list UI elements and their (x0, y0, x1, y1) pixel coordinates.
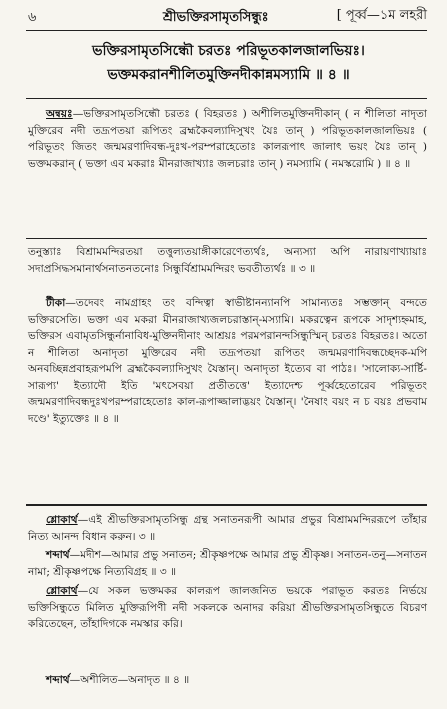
sabdartha-text: —মদীশ—আমার প্রভু সনাতন; শ্রীকৃষ্ণপক্ষে আমার প্রভু শ্রীকৃষ্ণ। সনাতন-তনু—সনাতন নামা; শ্রীকৃষ্ণপক্ষে নিত্যবিগ্রহ ॥ ৩ ॥ (28, 549, 427, 578)
header-rule (26, 30, 427, 31)
sabdartha-label: শব্দার্থ (46, 549, 70, 561)
commentary-continuation (28, 244, 427, 277)
slokartha-label: শ্লোকার্থ (46, 514, 78, 526)
verse-line-2: ভক্তমকরানশীলিতমুক্তিনদীকান্নমস্যামি ॥ ৪ ॥ (107, 67, 350, 83)
slokartha-section (28, 512, 427, 545)
anvaya-text: —ভক্তিরসামৃতসিন্ধৌ চরতঃ ( বিহরতঃ ) অশীলিতমুক্তিনদীকান্ ( ন শীলিতা নাদৃতা মুক্তিরেব নদী তদ্রূপতয়া রূপিতং ব্রহ্মকৈবল্যাদিসুখং যৈঃ তান্ ) পরিভূতকালজালভিয়ঃ ( পরিভূতং জিতং জন্মমরণাদিবন্ধ-দুঃখ-পরম্পরাহেতোঃ কালরূপাৎ জালাৎ ভয়ং যৈঃ তান্ ) ভক্তমকরান্ ( ভক্তা এব মকরাঃ মীনরাজাখ্যাঃ জলচরাঃ তান্ ) নমস্যামি ( নমস্করোমি ) ॥ ৪ ॥ (28, 108, 427, 170)
running-title: শ্রীভক্তিরসামৃতসিন্ধুঃ (163, 10, 269, 25)
commentary-text: তনুস্ত্যাঃ বিশ্রামমন্দিরতয়া তত্তুল্যতয়াঙ্গীকারেণেত্যর্থঃ, অন্যস্যা অপি নারায়ণাখ্যায়াঃ সদাপ্রসিদ্ধসমানার্থসনাতনতনোঃ সিন্ধুর্বিশ্রামমন্দিরং ভবতীত্যর্থঃ ॥ ৩ ॥ (28, 246, 427, 275)
sabdartha-text-2: —অশীলিত—অনাদৃত ॥ ৪ ॥ (69, 674, 190, 686)
divider-rule (26, 98, 427, 99)
divider-rule (26, 238, 427, 239)
slokartha-text: —এই শ্রীভক্তিরসামৃতসিন্ধু গ্রন্থ সনাতনরূপী আমার প্রভুর বিশ্রামমন্দিররূপে তাঁহার নিত্য আনন্দ বিধান করুন। ৩ ॥ (28, 514, 427, 543)
anvaya-section (28, 106, 427, 172)
tika-section (28, 295, 427, 427)
page-number: ৬ (28, 10, 37, 25)
divider-rule (26, 504, 427, 506)
verse-line-1: ভক্তিরসামৃতসিন্ধৌ চরতঃ পরিভূতকালজালভিয়ঃ। (92, 43, 365, 59)
section-label: [ পূর্ব্ব—১ম লহরী (336, 8, 427, 23)
tika-text: —তদেবং নামগ্রাহং তং বন্দিত্বা স্বাভীষ্টানন্যানপি সামান্যতঃ সম্ভক্তান্ বন্দতে ভক্তিরসেতি। ভক্তা এব মকরা মীনরাজাখ্যজলচরাস্তান্-মস্যামি। মকরত্বেন রূপকে সাদৃশ্যহ্নমাহ, ভক্তিরস এবামৃতসিন্ধুর্নানাবিধ-মুক্তিনদীনাং আশ্রয়ঃ পরমপরানন্দসিন্ধুস্মিন্ চরতঃ বিহরতঃ। অতো ন শীলিতা অনাদৃতা মুক্তিরেব নদী তদ্রূপতয়া রূপিতং জন্মমরণাদিবন্ধচ্ছেদক-মপি অনবচ্ছিন্নপ্রবাহরূপমপি ব্রহ্মকৈবল্যাদিসুখং যৈস্তান্। অনাদৃতা ইত্যেব বা পাঠঃ। 'সালোক্য-সার্ষ্টি-সারূপ্য' ইত্যাদৌ ইতি 'মৎসেবয়া প্রতীতত্তে' ইত্যাদেশ্চ পূর্ব্বহেতোরেব পরিভূতং জন্মমরণাদিবন্ধদুঃখপরম্পরাহেতোঃ কাল-রূপাজ্জালাদ্ভয়ং যৈস্তান্। 'নৈষাং বয়ং ন চ বয়ঃ প্রভবাম দণ্ডে' ইত্যুক্তেঃ ॥ ৪ ॥ (28, 297, 427, 425)
slokartha-label-2: শ্লোকার্থ (46, 585, 78, 597)
slokartha-text-2: —যে সকল ভক্তমকর কালরূপ জালজনিত ভয়কে পরাভূত করতঃ নির্ভয়ে ভক্তিসিন্ধুতে মিলিত মুক্তিরূপিণী নদী সকলকে অনাদর করিয়া শ্রীভক্তিরসামৃতসিন্ধুতে বিচরণ করিতেছেন, তাঁহাদিগকে নমস্কার করি। (28, 585, 427, 630)
sabdartha-label-2: শব্দার্থ (46, 674, 70, 686)
slokartha-section-2 (28, 583, 427, 633)
anvaya-label: অন্বয়ঃ (46, 108, 73, 120)
sabdartha-section-2 (28, 672, 427, 689)
tika-label: টীকা (46, 297, 66, 309)
sabdartha-section (28, 547, 427, 580)
page-header (28, 6, 427, 28)
